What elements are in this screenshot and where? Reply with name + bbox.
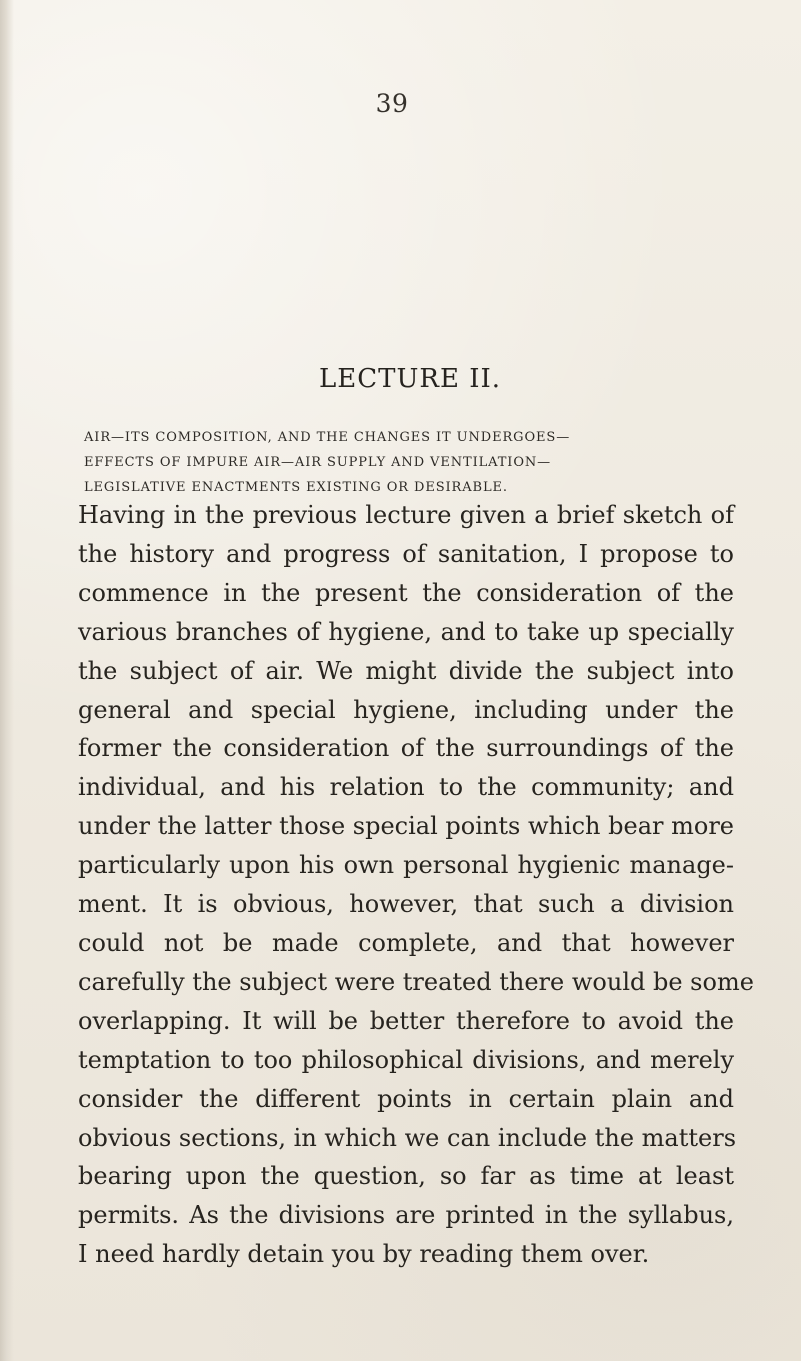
body-line: individual, and his relation to the community; and	[78, 773, 734, 802]
subtitle-line: AIR—ITS COMPOSITION, AND THE CHANGES IT UNDERGOES—	[84, 430, 571, 445]
page-number: 39	[375, 89, 409, 118]
body-line: bearing upon the question, so far as time at least	[78, 1162, 734, 1191]
body-line: general and special hygiene, including under the	[78, 695, 734, 724]
body-line: the history and progress of sanitation, I propose to	[78, 539, 734, 568]
body-line: consider the different points in certain plain and	[78, 1084, 734, 1113]
body-line: Having in the previous lecture given a brief sketch of	[78, 501, 734, 529]
body-line: could not be made complete, and that however	[78, 928, 734, 957]
body-text	[78, 496, 754, 1274]
body-line: obvious sections, in which we can include the matters	[78, 1123, 737, 1152]
body-line: overlapping. It will be better therefore to avoid the	[78, 1006, 734, 1035]
lecture-subtitle	[84, 425, 728, 500]
body-line: carefully the subject were treated there would be some	[78, 967, 754, 996]
body-line: various branches of hygiene, and to take up specially	[78, 617, 734, 646]
body-line: particularly upon his own personal hygienic manage-	[78, 851, 734, 880]
body-line: I need hardly detain you by reading them over.	[78, 1240, 650, 1269]
body-line: temptation to too philosophical divisions, and merely	[78, 1045, 734, 1074]
lecture-title: LECTURE II.	[318, 364, 502, 394]
body-line: commence in the present the consideration of the	[78, 578, 734, 607]
body-line: under the latter those special points which bear more	[78, 812, 735, 841]
subtitle-line: EFFECTS OF IMPURE AIR—AIR SUPPLY AND VENTILATION—	[84, 455, 552, 470]
body-line: the subject of air. We might divide the subject into	[78, 656, 734, 685]
page-left-edge	[0, 0, 14, 1361]
body-line: former the consideration of the surroundings of the	[78, 734, 734, 763]
body-line: permits. As the divisions are printed in the syllabus,	[78, 1201, 734, 1230]
subtitle-line: LEGISLATIVE ENACTMENTS EXISTING OR DESIRABLE.	[84, 480, 508, 495]
body-line: ment. It is obvious, however, that such a division	[78, 890, 734, 919]
